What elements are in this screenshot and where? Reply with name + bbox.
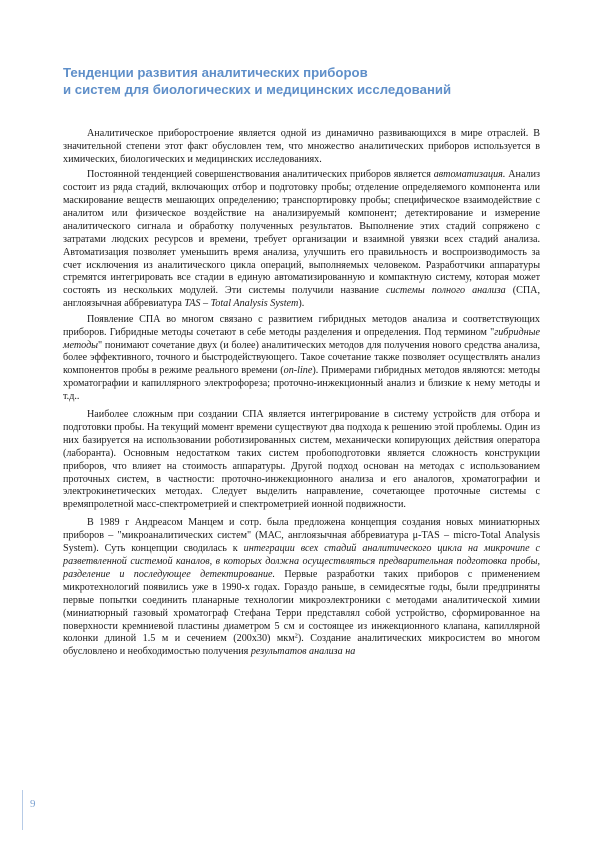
paragraph-5-emphasis-integration: интеграции всех стадий аналитического цикла на микрочипе с разветвленной системой каналов, в которых должна осуществляться предварительная подготовка пробы, разделение и последующее детектирование.: [63, 543, 541, 580]
paragraph-5-superscript: 2: [294, 632, 298, 640]
paragraph-3-text-e: ). Примерами гибридных методов являются: методы хроматографии и капиллярного электрофореза; проточно-инжекционный анализ и близкие к нему методы и т.д..: [63, 365, 540, 403]
paragraph-2-text-c: Анализ состоит из ряда стадий, включающих отбор и подготовку пробы; отделение определяемого компонента или маскирование веществ мешающих определению; транспортировку пробы; специфическое взаимодействие с аналитом или физическое воздействие на анализируемый компонент; детектирование и измерение аналитического сигнала и обработку полученных результатов. Выполнение этих стадий сопряжено с затратами людских ресурсов и времени, требует организации и взаимной увязки всех стадий анализа. Автоматизация позволяет уменьшить время анализа, улучшить его правильность и воспроизводимость за счет исключения из аналитического цикла операций, выполняемых человеком. Разработчики аппаратуры стремятся интегрировать все стадии в единую автоматизированную и компактную систему, которая может состоять из нескольких модулей. Эти системы получили название: [63, 169, 540, 297]
paragraph-5-text-d: ). Создание аналитических микросистем во многом обусловлено и необходимостью получения: [63, 633, 541, 658]
paragraph-3-text-a: Появление СПА во многом связано с развитием гибридных методов анализа и соответствующих приборов. Гибридные методы сочетают в себе методы разделения и определения. Под термином ": [63, 313, 540, 338]
section-title-line-1: Тенденции развития аналитических приборов: [63, 65, 368, 80]
page-number: 9: [30, 798, 36, 810]
footer-divider: [22, 790, 23, 830]
paragraph-5: [63, 517, 540, 659]
paragraph-3-emphasis-hybrid: гибридные методы: [63, 326, 540, 351]
paragraph-2-emphasis-tas-abbr: TAS – Total Analysis System: [184, 298, 299, 310]
paragraph-3-emphasis-online: on-line: [283, 365, 313, 377]
paragraph-3: [63, 314, 540, 404]
body-text: [63, 128, 540, 662]
paragraph-2: [63, 169, 540, 311]
paragraph-5-text-a: В 1989 г Андреасом Манцем и сотр. была предложена концепция создания новых миниатюрных приборов – "микроаналитических систем" (МАС, англоязычная аббревиатура μ-TAS – micro-Total Analysis System). Суть концепции сводилась к: [63, 517, 540, 555]
paragraph-5-text-c: Первые разработки таких приборов с применением микротехнологий появились уже в 1990-х годах. Гораздо раньше, в семидесятые годы, были предприняты первые попытки соединить планарные технологии микроэлектроники с методами аналитической химии (миниатюрный газовый хроматограф Стефана Терри представлял собой устройство, сформированное на поверхности кремниевой пластины диаметром 5 см и состоящее из инжекционного клапана, капиллярной колонки длиной 1.5 м и сечением (200x30) мкм: [63, 568, 541, 645]
paragraph-3-text-c: " понимают сочетание двух (и более) аналитических методов для получения нового средства анализа, более эффективного, точного и быстродействующего. Такое сочетание также позволяет осуществлять анализ компонентов пробы в режиме реального времени (: [63, 339, 540, 377]
section-title: [63, 64, 543, 98]
paragraph-5-emphasis-results: результатов анализа на: [250, 646, 356, 658]
paragraph-2-text-g: ).: [298, 298, 305, 310]
paragraph-1: Аналитическое приборостроение является одной из динамично развивающихся в мире отраслей. В значительной степени этот факт обусловлен тем, что множество аналитических приборов используется в химических, биологических и медицинских исследованиях.: [63, 128, 540, 165]
paragraph-4: Наиболее сложным при создании СПА является интегрирование в систему устройств для отбора и подготовки пробы. На текущий момент времени существуют два подхода к решению этой проблемы. Один из них базируется на использовании роботизированных систем, механически копирующих действия оператора (лаборанта). Основным недостатком таких систем пробоподготовки является сложность конструкции приборов, что влияет на стоимость аппаратуры. Другой подход основан на методах с использованием проточных систем, в частности: проточно-инжекционного анализа и его аналогов, хроматографии и электрокинетических методах. Следует выделить направление, сочетающее проточные системы с времяпролетной масс-спектрометрией и спектрометрией ионной подвижности.: [63, 409, 540, 511]
paragraph-2-text-a: Постоянной тенденцией совершенствования аналитических приборов является: [87, 169, 434, 181]
paragraph-2-text-e: (СПА, англоязычная аббревиатура: [63, 285, 540, 310]
paragraph-2-emphasis-tas-term: системы полного анализа: [385, 285, 506, 297]
paragraph-2-emphasis-automation: автоматизация.: [433, 169, 506, 181]
section-title-line-2: и систем для биологических и медицинских исследований: [63, 82, 452, 97]
